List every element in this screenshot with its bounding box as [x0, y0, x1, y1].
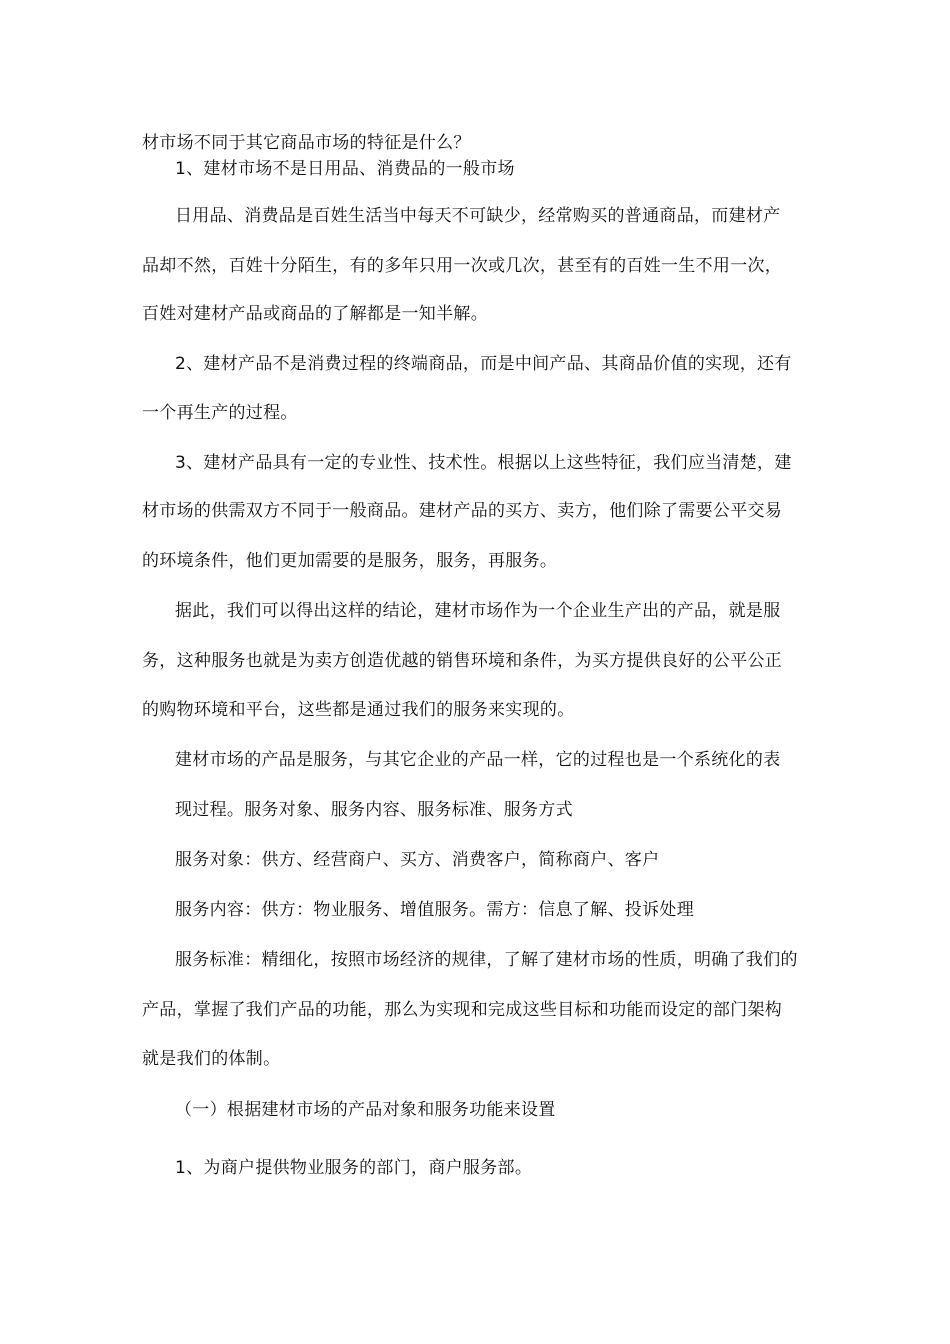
service-object-line: 服务对象：供方、经营商户、买方、消费客户，简称商户、客户 — [175, 850, 660, 870]
service-standard-line-2: 产品，掌握了我们产品的功能，那么为实现和完成这些目标和功能而设定的部门架构 — [142, 1000, 783, 1020]
service-standard-line-3: 就是我们的体制。 — [142, 1049, 281, 1069]
point-2-line-1: 2、建材产品不是消费过程的终端商品，而是中间产品、其商品价值的实现，还有 — [175, 354, 792, 374]
service-standard-line-1: 服务标准：精细化，按照市场经济的规律，了解了建材市场的性质，明确了我们的 — [175, 950, 798, 970]
point-3-line-2: 材市场的供需双方不同于一般商品。建材产品的买方、卖方，他们除了需要公平交易 — [142, 501, 783, 521]
service-content-line: 服务内容：供方：物业服务、增值服务。需方：信息了解、投诉处理 — [175, 900, 694, 920]
section-1-item-1: 1、为商户提供物业服务的部门，商户服务部。 — [175, 1158, 533, 1178]
conclusion-line-3: 的购物环境和平台，这些都是通过我们的服务来实现的。 — [142, 700, 575, 720]
paragraph-1-line-2: 品却不然，百姓十分陌生，有的多年只用一次或几次，甚至有的百姓一生不用一次， — [142, 256, 783, 276]
point-1-title: 1、建材市场不是日用品、消费品的一般市场 — [175, 159, 515, 179]
conclusion-line-2: 务，这种服务也就是为卖方创造优越的销售环境和条件，为买方提供良好的公平公正 — [142, 651, 783, 671]
point-2-line-2: 一个再生产的过程。 — [142, 403, 298, 423]
paragraph-1-line-3: 百姓对建材产品或商品的了解都是一知半解。 — [142, 304, 488, 324]
paragraph-1-line-1: 日用品、消费品是百姓生活当中每天不可缺少，经常购买的普通商品，而建材产 — [175, 206, 781, 226]
conclusion-line-1: 据此，我们可以得出这样的结论，建材市场作为一个企业生产出的产品，就是服 — [175, 601, 781, 621]
section-1-title: （一）根据建材市场的产品对象和服务功能来设置 — [175, 1100, 556, 1120]
document-heading: 材市场不同于其它商品市场的特征是什么？ — [142, 133, 471, 153]
point-3-line-3: 的环境条件，他们更加需要的是服务，服务，再服务。 — [142, 551, 558, 571]
product-line-2: 现过程。服务对象、服务内容、服务标准、服务方式 — [175, 800, 573, 820]
point-3-line-1: 3、建材产品具有一定的专业性、技术性。根据以上这些特征，我们应当清楚，建 — [175, 453, 792, 473]
product-line-1: 建材市场的产品是服务，与其它企业的产品一样，它的过程也是一个系统化的表 — [175, 750, 781, 770]
